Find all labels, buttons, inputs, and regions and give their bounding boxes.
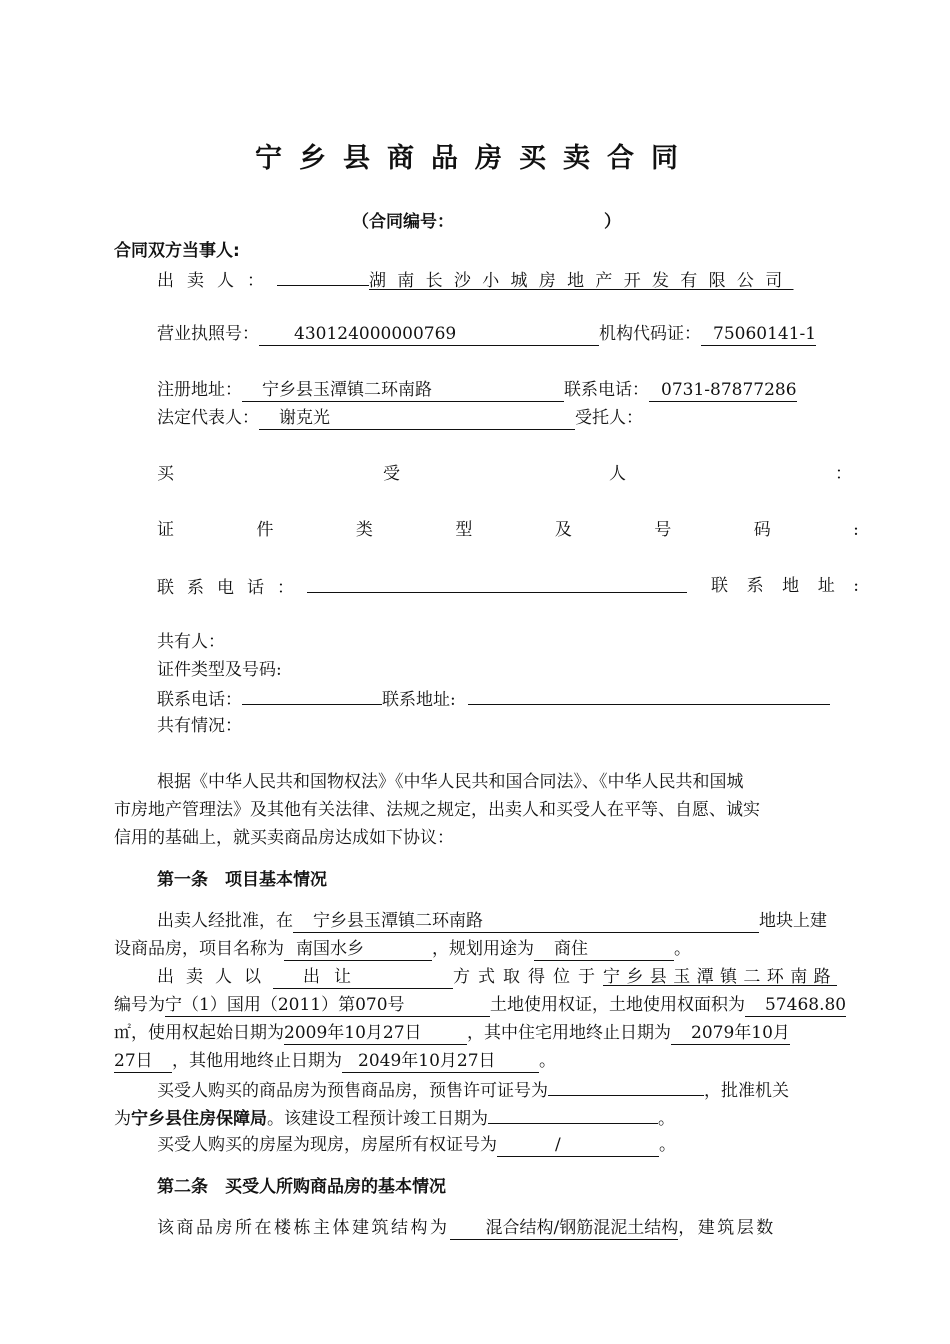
- preamble-line-2: 市房地产管理法》及其他有关法律、法规之规定，出卖人和买受人在平等、自愿、诚实: [114, 800, 760, 820]
- buyer-address-label: [711, 575, 859, 597]
- addr-char: 址: [817, 576, 835, 596]
- project-name: 南国水乡: [296, 939, 364, 959]
- text: 。该建设工程预计竣工日期为: [267, 1109, 488, 1129]
- planned-use: 商住: [554, 939, 588, 959]
- acquisition-method: 出让: [303, 967, 365, 987]
- text: 买受人购买的房屋为现房，房屋所有权证号为: [157, 1135, 497, 1155]
- seller-address: 宁乡县玉潭镇二环南路: [262, 380, 432, 400]
- text: ，建筑层数: [678, 1218, 776, 1238]
- preamble-line-1: 根据《中华人民共和国物权法》《中华人民共和国合同法》、《中华人民共和国城: [157, 772, 744, 792]
- license-line: [157, 323, 816, 346]
- ownership-certificate: /: [555, 1135, 561, 1155]
- text: 。: [674, 939, 691, 959]
- parties-heading: 合同双方当事人:: [114, 241, 240, 261]
- co-owner-label: 共有人：: [157, 632, 225, 652]
- id-char: 及: [554, 520, 572, 540]
- address-label: 注册地址：: [157, 380, 242, 400]
- legal-representative: 谢克光: [279, 408, 330, 428]
- text: 。: [659, 1135, 676, 1155]
- addr-char: 联: [711, 576, 728, 596]
- other-end-date: 2049年10月27日: [358, 1051, 496, 1071]
- id-char: 型: [455, 520, 473, 540]
- land-location: 宁乡县玉潭镇二环南路: [603, 967, 837, 987]
- land-area: 57468.80: [765, 995, 847, 1015]
- text: 该商品房所在楼栋主体建筑结构为: [157, 1218, 450, 1238]
- article-1-line-5: [114, 1022, 790, 1045]
- article-2-heading: 第二条 买受人所购商品房的基本情况: [157, 1177, 446, 1197]
- text: 。: [658, 1109, 675, 1129]
- text: 土地使用权证，土地使用权面积为: [490, 995, 745, 1015]
- residential-end-date: 2079年10月: [691, 1023, 790, 1043]
- text: ㎡，使用权起始日期为: [114, 1023, 284, 1043]
- project-location: 宁乡县玉潭镇二环南路: [313, 911, 483, 931]
- rep-label: 法定代表人：: [157, 408, 259, 428]
- org-code: 75060141-1: [713, 324, 817, 344]
- text: ，其他用地终止日期为: [172, 1051, 342, 1071]
- start-date: 2009年10月27日: [284, 1023, 422, 1043]
- license-label: 营业执照号：: [157, 324, 259, 344]
- id-char: 证: [157, 520, 174, 540]
- buyer-id-label: [157, 519, 859, 541]
- article-1-line-4: [114, 994, 846, 1017]
- buyer-label: [157, 463, 852, 485]
- addr-char: :: [853, 576, 859, 596]
- residential-end-date-cont: 27日: [114, 1051, 153, 1071]
- addr-char: 地: [782, 576, 800, 596]
- contract-number-label: （合同编号：: [352, 212, 454, 232]
- seller-name: 湖南长沙小城房地产开发有限公司: [369, 271, 794, 291]
- agent-label: 受托人：: [575, 408, 643, 428]
- article-1-line-3: [157, 966, 859, 989]
- text: 。: [539, 1051, 556, 1071]
- buyer-char: 人: [609, 464, 626, 484]
- text: 为: [114, 1109, 131, 1129]
- buyer-char: 买: [157, 464, 174, 484]
- co-owner-status-label: 共有情况：: [157, 716, 242, 736]
- text: ，其中住宅用地终止日期为: [467, 1023, 671, 1043]
- text: ，规划用途为: [432, 939, 534, 959]
- contract-number-close: ）: [604, 212, 621, 232]
- article-1-line-6: [114, 1050, 556, 1073]
- text: 方式取得位于: [453, 967, 603, 987]
- text: 买受人购买的商品房为预售商品房，预售许可证号为: [157, 1081, 548, 1101]
- text: 地块上建: [759, 911, 827, 931]
- buyer-char: 受: [383, 464, 400, 484]
- contract-number: [352, 211, 621, 233]
- address-line: [157, 379, 797, 402]
- land-certificate: 宁（1）国用（2011）第070号: [165, 995, 405, 1015]
- building-structure: 混合结构/钢筋混泥土结构: [485, 1218, 679, 1238]
- id-char: :: [853, 520, 859, 540]
- seller-phone-label: 联系电话：: [564, 380, 649, 400]
- text: 设商品房，项目名称为: [114, 939, 284, 959]
- article-1-line-7: [157, 1078, 789, 1102]
- text: ，批准机关: [704, 1081, 789, 1101]
- preamble-line-3: 信用的基础上，就买卖商品房达成如下协议：: [114, 828, 454, 848]
- co-owner-contact-line: [157, 687, 830, 711]
- buyer-phone-line: [157, 575, 687, 599]
- co-owner-phone-label: 联系电话：: [157, 690, 242, 710]
- buyer-char: ：: [835, 464, 852, 484]
- addr-char: 系: [746, 576, 764, 596]
- seller-line: [157, 268, 859, 292]
- article-2-line-1: [157, 1217, 859, 1240]
- text: 出卖人经批准，在: [157, 911, 293, 931]
- article-1-line-2: [114, 938, 691, 961]
- id-char: 件: [256, 520, 274, 540]
- article-1-heading: 第一条 项目基本情况: [157, 870, 327, 890]
- rep-line: [157, 407, 643, 430]
- text: 出卖人以: [157, 967, 273, 987]
- seller-label: 出卖人：: [157, 271, 277, 291]
- approval-authority: 宁乡县住房保障局: [131, 1109, 267, 1129]
- id-char: 号: [654, 520, 672, 540]
- co-owner-id-label: 证件类型及号码:: [157, 660, 282, 680]
- buyer-phone-label: 联系电话：: [157, 578, 307, 598]
- seller-phone: 0731-87877286: [661, 380, 797, 400]
- text: 编号为: [114, 995, 165, 1015]
- id-char: 类: [355, 520, 373, 540]
- co-owner-address-label: 联系地址:: [382, 690, 456, 710]
- article-1-line-1: [157, 910, 827, 933]
- org-code-label: 机构代码证：: [599, 324, 701, 344]
- article-1-line-9: [157, 1134, 676, 1157]
- id-char: 码: [753, 520, 771, 540]
- license-number: 430124000000769: [294, 324, 457, 344]
- document-title: 宁乡县商品房买卖合同: [255, 143, 695, 174]
- article-1-line-8: [114, 1106, 675, 1130]
